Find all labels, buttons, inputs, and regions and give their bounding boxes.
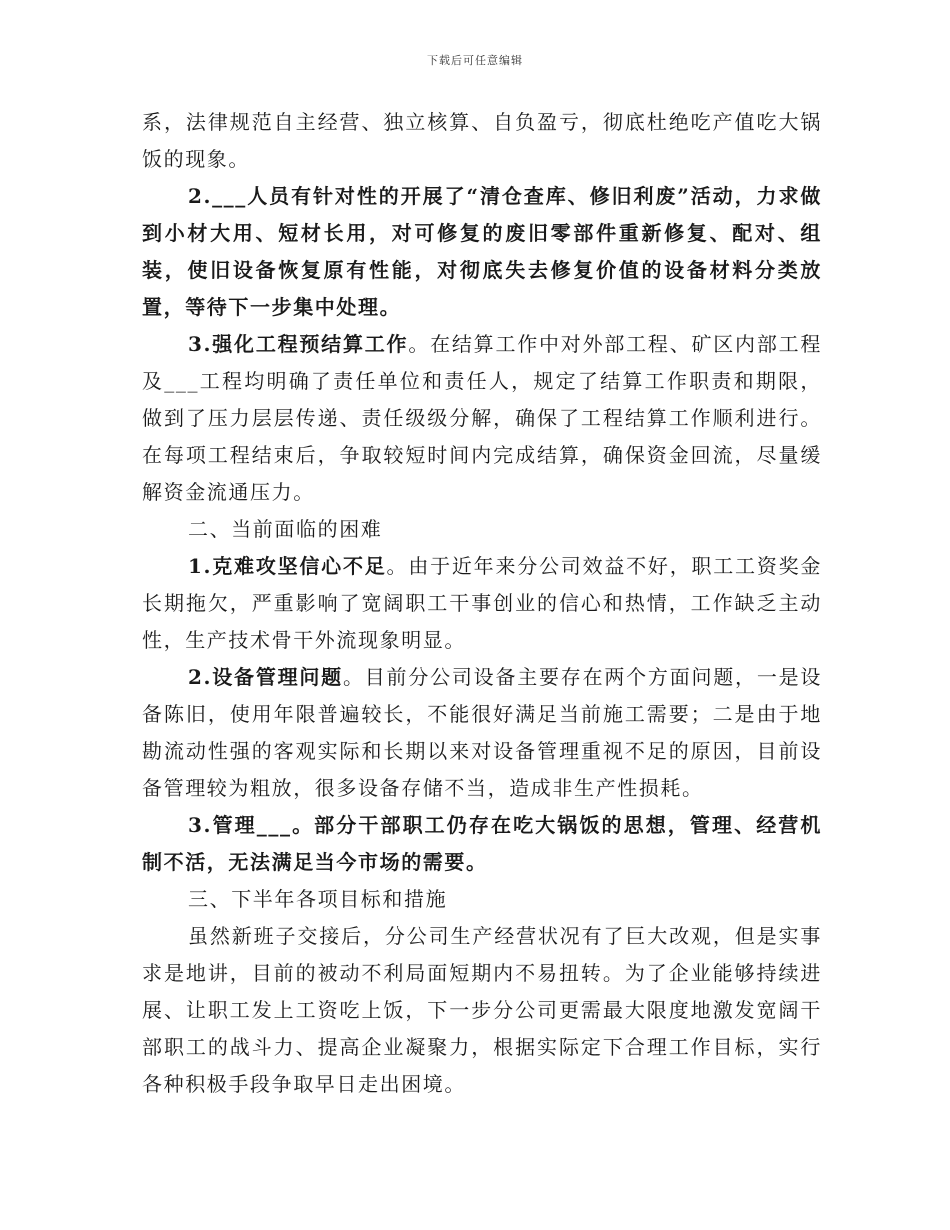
paragraph-text: 系，法律规范自主经营、独立核算、自负盈亏，彻底杜绝吃产值吃大锅饭的现象。 — [142, 110, 822, 171]
paragraph-text: 。由于近年来分公司效益不好，职工工资奖金长期拖欠，严重影响了宽阔职工干事创业的信心和热情，工作缺乏主动性，生产技术骨干外流现象明显。 — [142, 554, 822, 652]
paragraph-lead: 2.设备管理问题 — [188, 665, 343, 689]
paragraph-goals-intro — [142, 918, 822, 1103]
heading-text: 三、下半年各项目标和措施 — [188, 887, 448, 911]
paragraph-text: 2.___人员有针对性的开展了“清仓查库、修旧利废”活动，力求做到小材大用、短材长用，对可修复的废旧零部件重新修复、配对、组装，使旧设备恢复原有性能，对彻底失去修复价值的设备材料分类放置，等待下一步集中处理。 — [142, 184, 822, 319]
heading-text: 二、当前面临的困难 — [188, 517, 383, 541]
paragraph-item-2 — [142, 178, 822, 326]
paragraph-item-3 — [142, 326, 822, 511]
paragraph-lead: 3.强化工程预结算工作 — [188, 332, 409, 356]
paragraph-text: 3.管理___。部分干部职工仍存在吃大锅饭的思想，管理、经营机制不活，无法满足当今市场的需要。 — [142, 813, 822, 874]
page-header: 下载后可任意编辑 — [427, 54, 523, 67]
paragraph-continuation — [142, 104, 822, 178]
paragraph-text: 虽然新班子交接后，分公司生产经营状况有了巨大改观，但是实事求是地讲，目前的被动不利局面短期内不易扭转。为了企业能够持续进展、让职工发上工资吃上饭，下一步分公司更需最大限度地激发宽阔干部职工的战斗力、提高企业凝聚力，根据实际定下合理工作目标，实行各种积极手段争取早日走出困境。 — [142, 924, 822, 1096]
paragraph-text: 。目前分公司设备主要存在两个方面问题，一是设备陈旧，使用年限普遍较长，不能很好满足当前施工需要；二是由于地勘流动性强的客观实际和长期以来对设备管理重视不足的原因，目前设备管理较为粗放，很多设备存储不当，造成非生产性损耗。 — [142, 665, 823, 800]
paragraph-difficulty-2 — [142, 659, 822, 807]
section-heading-difficulties — [142, 511, 822, 548]
paragraph-text: 。在结算工作中对外部工程、矿区内部工程及___工程均明确了责任单位和责任人，规定了结算工作职责和期限，做到了压力层层传递、责任级级分解，确保了工程结算工作顺利进行。在每项工程结束后，争取较短时间内完成结算，确保资金回流，尽量缓解资金流通压力。 — [142, 332, 822, 504]
paragraph-lead: 1.克难攻坚信心不足 — [188, 554, 387, 578]
paragraph-difficulty-1 — [142, 548, 822, 659]
section-heading-goals — [142, 881, 822, 918]
document-body — [142, 104, 822, 1103]
paragraph-difficulty-3 — [142, 807, 822, 881]
